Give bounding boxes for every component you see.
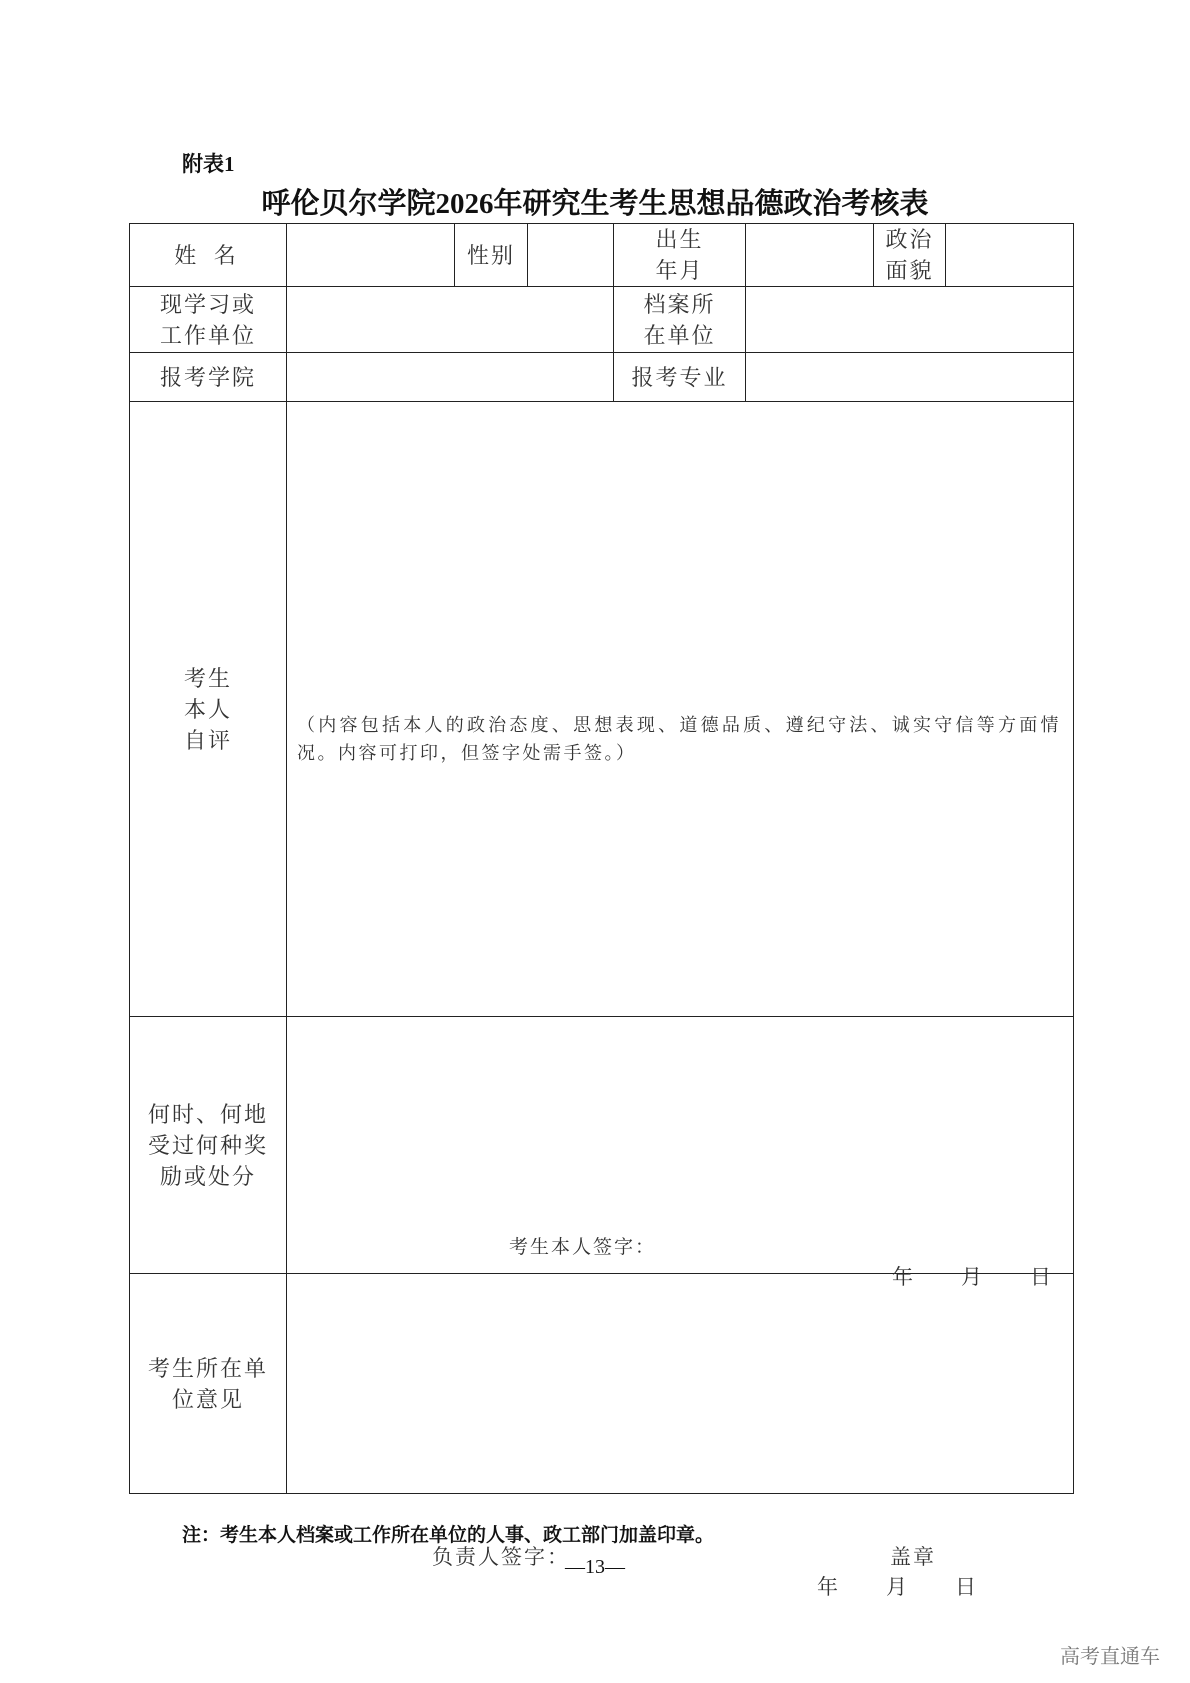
awards-label-line2: 受过何种奖	[147, 1132, 268, 1158]
political-label	[874, 224, 946, 287]
name-field[interactable]	[287, 224, 455, 287]
seal-label: 盖章	[890, 1544, 936, 1569]
political-label-line2: 面貌	[885, 258, 934, 283]
self-eval-label-line2: 本人	[183, 696, 232, 722]
archive-field[interactable]	[746, 287, 1074, 353]
unit-date-label: 年 月 日	[817, 1574, 978, 1599]
self-eval-field[interactable]	[287, 402, 1074, 1289]
birth-label-line1: 出生	[655, 227, 704, 252]
unit-opinion-label-line1: 考生所在单	[147, 1355, 268, 1381]
unit-opinion-label	[130, 1274, 287, 1494]
work-unit-label-line2: 工作单位	[159, 322, 256, 348]
self-eval-label-line3: 自评	[183, 727, 232, 753]
awards-label-line3: 励或处分	[159, 1163, 256, 1189]
footer-note: 注：考生本人档案或工作所在单位的人事、政工部门加盖印章。	[182, 1525, 715, 1546]
leader-signature-label: 负责人签字：	[432, 1544, 570, 1569]
major-field[interactable]	[746, 353, 1074, 402]
political-field[interactable]	[946, 224, 1074, 287]
work-unit-label	[130, 287, 287, 353]
college-label: 报考学院	[130, 353, 287, 402]
archive-label	[614, 287, 746, 353]
self-date-label: 年 月 日	[892, 1265, 1053, 1289]
awards-label-line1: 何时、何地	[147, 1101, 268, 1127]
archive-label-line2: 在单位	[643, 322, 716, 348]
work-unit-field[interactable]	[287, 287, 614, 353]
page-number: —13—	[565, 1556, 625, 1578]
attachment-label: 附表1	[182, 152, 235, 176]
self-eval-label	[130, 402, 287, 1017]
name-label: 姓 名	[130, 224, 287, 287]
page-title: 呼伦贝尔学院2026年研究生考生思想品德政治考核表	[261, 188, 929, 220]
awards-field[interactable]	[287, 1017, 1074, 1274]
birth-label	[614, 224, 746, 287]
college-field[interactable]	[287, 353, 614, 402]
major-label: 报考专业	[614, 353, 746, 402]
birth-field[interactable]	[746, 224, 874, 287]
self-signature-label: 考生本人签字：	[509, 1237, 657, 1258]
self-eval-hint: （内容包括本人的政治态度、思想表现、道德品质、遵纪守法、诚实守信等方面情况。内容可打印，但签字处需手签。）	[297, 715, 1061, 763]
political-label-line1: 政治	[885, 227, 934, 252]
gender-field[interactable]	[528, 224, 614, 287]
self-eval-label-line1: 考生	[183, 665, 232, 691]
watermark: 高考直通车	[1060, 1644, 1160, 1668]
archive-label-line1: 档案所	[643, 291, 716, 317]
gender-label: 性别	[455, 224, 528, 287]
awards-label	[130, 1017, 287, 1274]
birth-label-line2: 年月	[655, 258, 704, 283]
work-unit-label-line1: 现学习或	[159, 291, 256, 317]
unit-opinion-label-line2: 位意见	[171, 1386, 244, 1412]
